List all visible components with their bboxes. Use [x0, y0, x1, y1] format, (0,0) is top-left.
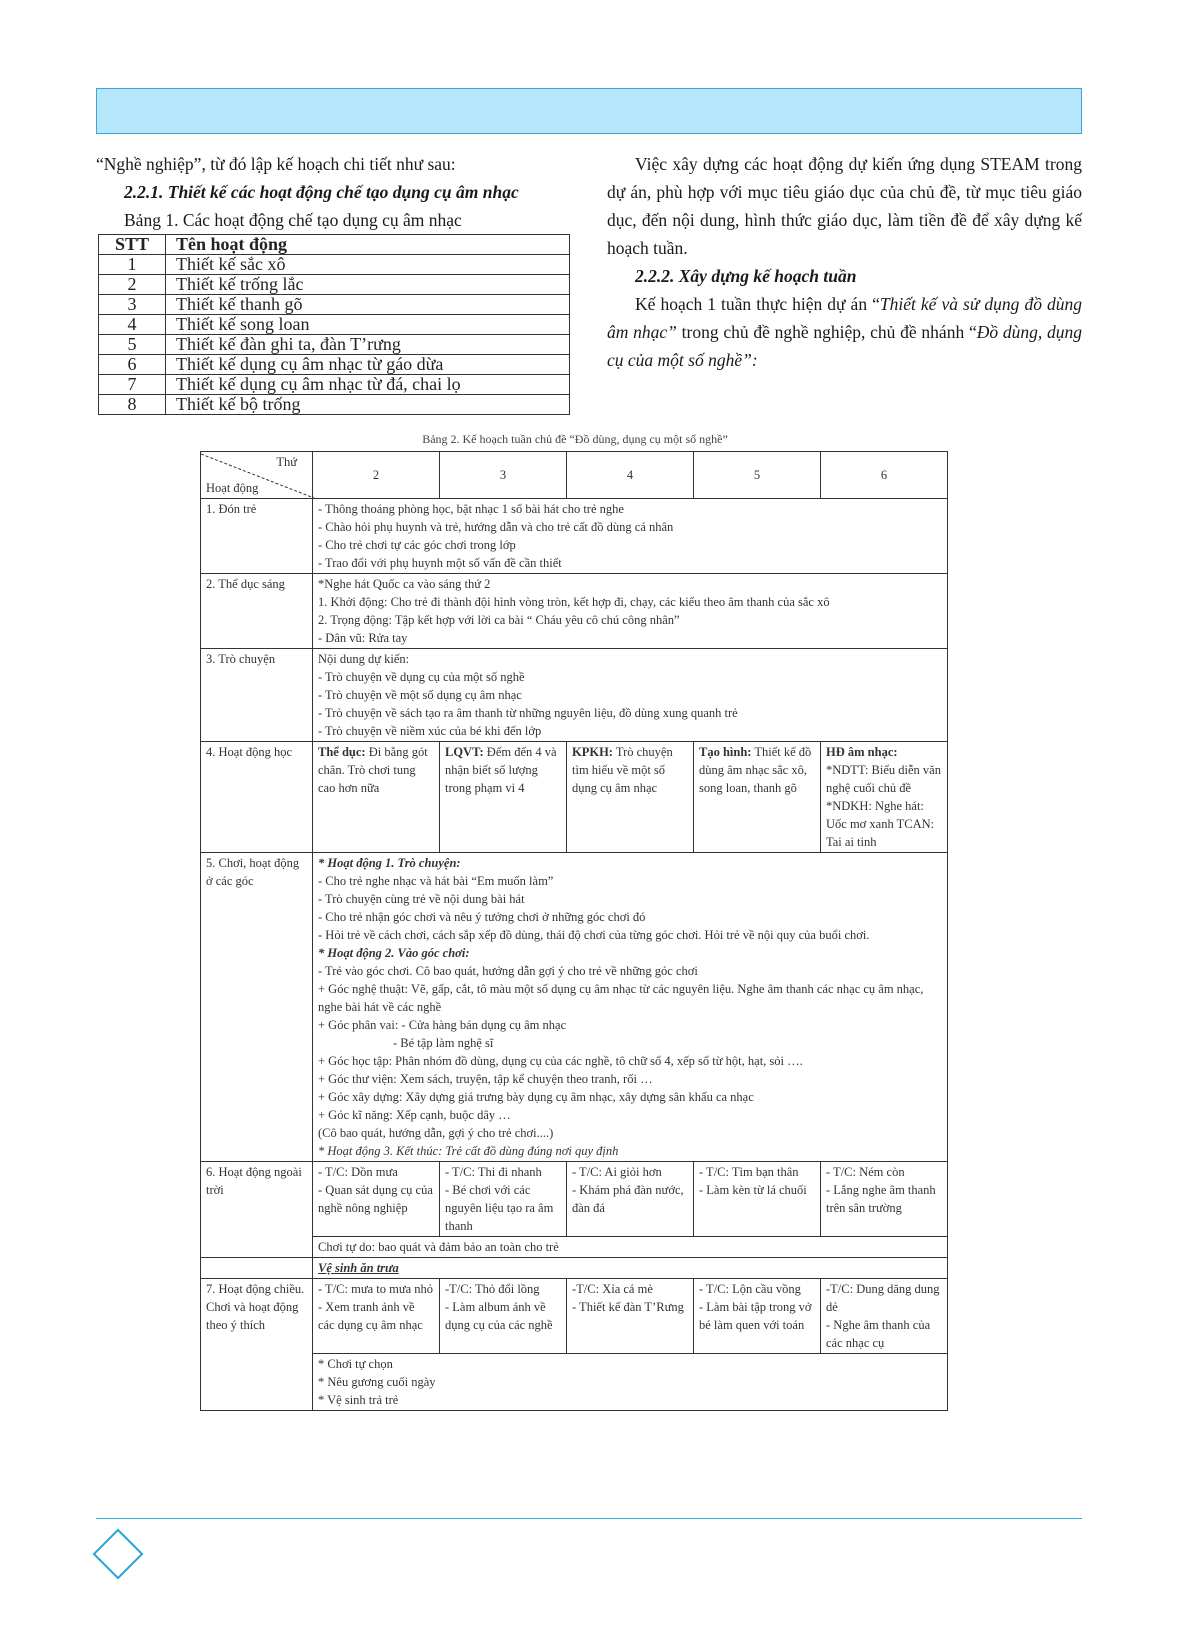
header-stt: STT	[99, 235, 166, 255]
outdoor-cell: - T/C: Thi đi nhanh - Bé chơi với các nguyên liệu tạo ra âm thanh	[440, 1162, 567, 1237]
content-line: - Chào hỏi phụ huynh và trẻ, hướng dẫn và cho trẻ cất đồ dùng cá nhân	[318, 520, 674, 534]
row-label: 3. Trò chuyện	[201, 649, 313, 742]
activity-cell: Thiết kế đàn ghi ta, đàn T’rưng	[166, 335, 570, 355]
content-line: - Cho trẻ nghe nhạc và hát bài “Em muốn làm”	[318, 874, 554, 888]
content-line: * Chơi tự chọn	[318, 1357, 393, 1371]
table-row	[201, 1354, 948, 1411]
lesson-cell	[313, 742, 440, 853]
row-label: 1. Đón trẻ	[201, 499, 313, 574]
section-heading-221: 2.2.1. Thiết kế các hoạt động chế tạo dụng cụ âm nhạc	[124, 182, 519, 202]
corner-cell	[201, 452, 313, 499]
content-line: + Góc thư viện: Xem sách, truyện, tập kể chuyện theo tranh, rối …	[318, 1072, 653, 1086]
lesson-text: Đếm đến 4 và nhận biết số lượng trong phạm vi 4	[445, 745, 557, 795]
content-line: - Cho trẻ nhận góc chơi và nêu ý tưởng chơi ở những góc chơi đó	[318, 910, 646, 924]
steam-paragraph: Việc xây dựng các hoạt động dự kiến ứng dụng STEAM trong dự án, phù hợp với mục tiêu giáo dục của chủ đề, từ mục tiêu giáo dục, đến nội dung, hình thức giáo dục, làm tiền đề để xây dựng kế hoạch tuần.	[607, 154, 1082, 258]
corner-activity-label: Hoạt động	[206, 481, 259, 495]
footer-rule	[96, 1518, 1082, 1519]
section-heading-222: 2.2.2. Xây dựng kế hoạch tuần	[635, 266, 857, 286]
content-line: - Trẻ vào góc chơi. Cô bao quát, hướng dẫn gợi ý cho trẻ về những góc chơi	[318, 964, 698, 978]
outdoor-cell: - T/C: Ai giỏi hơn - Khám phá đàn nước, đàn đá	[567, 1162, 694, 1237]
content-line: - Dân vũ: Rửa tay	[318, 631, 408, 645]
row-label: 4. Hoạt động học	[201, 742, 313, 853]
table-row	[201, 742, 948, 853]
activity-cell: Thiết kế sắc xô	[166, 255, 570, 275]
day-header: 3	[440, 452, 567, 499]
table-row	[201, 1162, 948, 1237]
stt-cell: 5	[99, 335, 166, 355]
content-line: + Góc học tập: Phân nhóm đồ dùng, dụng cụ của các nghề, tô chữ số 4, xếp số từ hột, hạt, sỏi ….	[318, 1054, 803, 1068]
header-band	[96, 88, 1082, 134]
activity-cell: Thiết kế dụng cụ âm nhạc từ gáo dừa	[166, 355, 570, 375]
table-row	[99, 255, 570, 275]
lesson-title: KPKH:	[572, 745, 613, 759]
row-content	[313, 1237, 948, 1258]
content-line: - Trò chuyện về một số dụng cụ âm nhạc	[318, 688, 522, 702]
row-label: 2. Thể dục sáng	[201, 574, 313, 649]
lesson-cell	[821, 742, 948, 853]
row-content	[313, 574, 948, 649]
activity-cell: Thiết kế trống lắc	[166, 275, 570, 295]
table-1	[98, 234, 570, 415]
content-line: * Hoạt động 1. Trò chuyện:	[318, 856, 461, 870]
table-row	[201, 1237, 948, 1258]
stt-cell: 8	[99, 395, 166, 415]
table2-caption: Bảng 2. Kế hoạch tuần chủ đề “Đồ dùng, dụng cụ một số nghề”	[422, 432, 728, 446]
outdoor-cell: - T/C: Dồn mưa - Quan sát dụng cụ của nghề nông nghiệp	[313, 1162, 440, 1237]
lesson-title: Tạo hình:	[699, 745, 752, 759]
day-header: 6	[821, 452, 948, 499]
weekly-plan-text-a: Kế hoạch 1 tuần thực hiện dự án “	[635, 294, 880, 314]
outdoor-cell: - T/C: Tìm bạn thân - Làm kèn từ lá chuối	[694, 1162, 821, 1237]
content-line: - Trò chuyện về dụng cụ của một số nghề	[318, 670, 525, 684]
stt-cell: 7	[99, 375, 166, 395]
intro-text: “Nghề nghiệp”, từ đó lập kế hoạch chi tiết như sau:	[96, 154, 456, 174]
row-label-empty	[201, 1258, 313, 1279]
afternoon-cell: - T/C: mưa to mưa nhỏ - Xem tranh ảnh về các dụng cụ âm nhạc	[313, 1279, 440, 1354]
table-row	[99, 275, 570, 295]
lesson-cell	[440, 742, 567, 853]
content-line: - Trao đổi với phụ huynh một số vấn đề cần thiết	[318, 556, 562, 570]
activity-cell: Thiết kế thanh gõ	[166, 295, 570, 315]
table-row	[99, 335, 570, 355]
content-line: - Bé tập làm nghệ sĩ	[318, 1036, 494, 1050]
weekly-plan-text-c: trong chủ đề nghề nghiệp, chủ đề nhánh “	[676, 322, 977, 342]
corner-day-label: Thứ	[276, 455, 297, 469]
stt-cell: 1	[99, 255, 166, 275]
content-line: *Nghe hát Quốc ca vào sáng thứ 2	[318, 577, 491, 591]
content-line: * Vệ sinh trả trẻ	[318, 1393, 399, 1407]
afternoon-cell: -T/C: Thỏ đổi lồng - Làm album ảnh về dụng cụ của các nghề	[440, 1279, 567, 1354]
table1-header	[99, 235, 570, 255]
row-label: 7. Hoạt động chiều. Chơi và hoạt động theo ý thích	[201, 1279, 313, 1411]
diamond-icon	[93, 1529, 144, 1580]
activity-cell: Thiết kế dụng cụ âm nhạc từ đá, chai lọ	[166, 375, 570, 395]
content-line: Nội dung dự kiến:	[318, 652, 410, 666]
row-content	[313, 499, 948, 574]
outdoor-cell: - T/C: Ném còn - Lắng nghe âm thanh trên sân trường	[821, 1162, 948, 1237]
content-line: 1. Khởi động: Cho trẻ đi thành đội hình vòng tròn, kết hợp đi, chạy, các kiểu theo âm thanh của sắc xô	[318, 595, 830, 609]
lesson-title: LQVT:	[445, 745, 484, 759]
table-row	[99, 355, 570, 375]
table-2-weekly-plan	[200, 451, 948, 1411]
content-line: + Góc phân vai: - Cửa hàng bán dụng cụ âm nhạc	[318, 1018, 567, 1032]
table-row	[201, 853, 948, 1162]
row-label: 6. Hoạt động ngoài trời	[201, 1162, 313, 1258]
afternoon-cell: -T/C: Xỉa cá mè - Thiết kế đàn T’Rưng	[567, 1279, 694, 1354]
lesson-text: Đi bằng gót chân. Trò chơi tung cao hơn nữa	[318, 745, 428, 795]
row-content	[313, 1258, 948, 1279]
header-activity: Tên hoạt động	[166, 235, 570, 255]
right-column	[607, 150, 1082, 374]
table-row	[201, 649, 948, 742]
content-line: + Góc kĩ năng: Xếp cạnh, buộc dây …	[318, 1108, 511, 1122]
day-header: 5	[694, 452, 821, 499]
table-row	[201, 1279, 948, 1354]
lesson-cell	[694, 742, 821, 853]
stt-cell: 6	[99, 355, 166, 375]
content-line: - Trò chuyện về niềm xúc của bé khi đến lớp	[318, 724, 542, 738]
lesson-text: *NDTT: Biểu diễn văn nghệ cuối chủ đề *NDKH: Nghe hát: Uốc mơ xanh TCAN: Tai ai tinh	[826, 763, 941, 849]
content-line: - Trò chuyện về sách tạo ra âm thanh từ những nguyên liệu, đồ dùng xung quanh trẻ	[318, 706, 738, 720]
afternoon-cell: - T/C: Lộn cầu vồng - Làm bài tập trong vở bé làm quen với toán	[694, 1279, 821, 1354]
activity-cell: Thiết kế song loan	[166, 315, 570, 335]
content-line: * Nêu gương cuối ngày	[318, 1375, 436, 1389]
lesson-text: Trò chuyện tìm hiểu về một số dụng cụ âm nhạc	[572, 745, 673, 795]
lunch-hygiene-title: Vệ sinh ăn trưa	[318, 1261, 399, 1275]
content-line: 2. Trọng động: Tập kết hợp với lời ca bài “ Cháu yêu cô chú công nhân”	[318, 613, 680, 627]
table2-header-row	[201, 452, 948, 499]
left-column	[96, 150, 570, 234]
content-line: - Trò chuyện cùng trẻ về nội dung bài hát	[318, 892, 525, 906]
afternoon-cell: -T/C: Dung dăng dung dẻ - Nghe âm thanh của các nhạc cụ	[821, 1279, 948, 1354]
weekly-plan-paragraph	[607, 290, 1082, 374]
table-row	[99, 295, 570, 315]
stt-cell: 4	[99, 315, 166, 335]
content-line: Chơi tự do: bao quát và đảm bảo an toàn cho trẻ	[318, 1240, 559, 1254]
table-row	[201, 499, 948, 574]
table-row	[99, 315, 570, 335]
table1-caption: Bảng 1. Các hoạt động chế tạo dụng cụ âm nhạc	[124, 210, 462, 230]
lesson-title: HĐ âm nhạc:	[826, 745, 898, 759]
lesson-text: Thiết kế đồ dùng âm nhạc sắc xô, song loan, thanh gõ	[699, 745, 812, 795]
content-line: + Góc nghệ thuật: Vẽ, gấp, cắt, tô màu một số dụng cụ âm nhạc từ các nguyên liệu. Nghe âm thanh các nhạc cụ âm nhạc, nghe bài hát về các nghề	[318, 982, 924, 1014]
stt-cell: 3	[99, 295, 166, 315]
table-row	[99, 375, 570, 395]
table-row	[201, 574, 948, 649]
content-line: - Thông thoáng phòng học, bật nhạc 1 số bài hát cho trẻ nghe	[318, 502, 624, 516]
day-header: 4	[567, 452, 694, 499]
content-line: + Góc xây dựng: Xây dựng giá trưng bày dụng cụ âm nhạc, xây dựng sân khấu ca nhạc	[318, 1090, 754, 1104]
day-header: 2	[313, 452, 440, 499]
content-line: * Hoạt động 2. Vào góc chơi:	[318, 946, 470, 960]
lesson-cell	[567, 742, 694, 853]
content-line: (Cô bao quát, hướng dẫn, gợi ý cho trẻ chơi....)	[318, 1126, 554, 1140]
content-line: - Hỏi trẻ về cách chơi, cách sắp xếp đồ dùng, thái độ chơi của từng góc chơi. Hỏi trẻ về nội quy của buổi chơi.	[318, 928, 870, 942]
row-content	[313, 1354, 948, 1411]
row-label: 5. Chơi, hoạt động ở các góc	[201, 853, 313, 1162]
lesson-title: Thể dục:	[318, 745, 366, 759]
stt-cell: 2	[99, 275, 166, 295]
row-content	[313, 853, 948, 1162]
table-row	[201, 1258, 948, 1279]
content-line: * Hoạt động 3. Kết thúc: Trẻ cất đồ dùng đúng nơi quy định	[318, 1144, 619, 1158]
table-row	[99, 395, 570, 415]
weekly-plan-subtopic: Đồ dùng, dụng cụ của một số nghề”:	[607, 322, 1082, 370]
activity-cell: Thiết kế bộ trống	[166, 395, 570, 415]
content-line: - Cho trẻ chơi tự các góc chơi trong lớp	[318, 538, 516, 552]
row-content	[313, 649, 948, 742]
weekly-plan-project-name: Thiết kế và sử dụng đồ dùng âm nhạc”	[607, 294, 1082, 342]
